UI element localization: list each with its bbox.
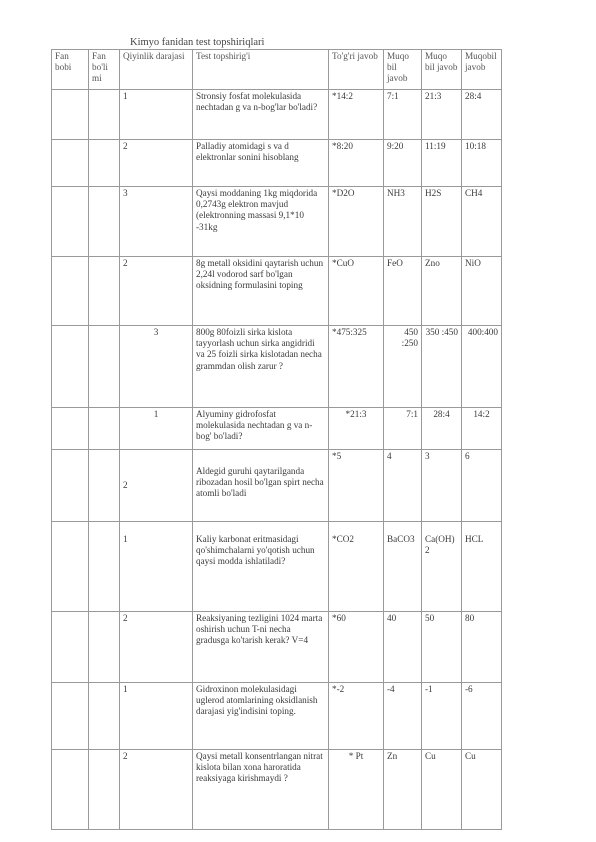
question-cell: 8g metall oksidini qaytarish uchun 2,24l vodorod sarf bo'lgan oksidning formulasini toping <box>193 257 329 326</box>
question-cell: Palladiy atomidagi s va d elektronlar sonini hisoblang <box>193 140 329 187</box>
table-row <box>52 683 502 750</box>
header-cell: Qiyinlik darajasi <box>120 50 193 90</box>
fan-bobi-cell <box>52 683 89 750</box>
alt-answer-cell: 14:2 <box>462 408 502 450</box>
question-cell: Gidroxinon molekulasidagi uglerod atomlarining oksidlanish darajasi yig'indisini toping. <box>193 683 329 750</box>
fan-bolimi-cell <box>89 750 120 830</box>
correct-answer-cell: *14:2 <box>329 90 384 140</box>
question-cell: Qaysi metall konsentrlangan nitrat kislota bilan xona haroratida reaksiyaga kirishmaydi ? <box>193 750 329 830</box>
table-row <box>52 750 502 830</box>
level-cell: 2 <box>120 140 193 187</box>
alt-answer-cell: 21:3 <box>422 90 462 140</box>
fan-bobi-cell <box>52 450 89 522</box>
level-cell: 2 <box>120 450 193 522</box>
alt-answer-cell: Ca(OH)2 <box>422 522 462 612</box>
question-cell: Aldegid guruhi qaytarilganda ribozadan hosil bo'lgan spirt necha atomli bo'ladi <box>193 450 329 522</box>
alt-answer-cell: 4 <box>384 450 422 522</box>
header-cell: Fan bobi <box>52 50 89 90</box>
fan-bobi-cell <box>52 187 89 257</box>
fan-bobi-cell <box>52 257 89 326</box>
level-cell: 2 <box>120 612 193 683</box>
fan-bobi-cell <box>52 612 89 683</box>
correct-answer-cell: *CO2 <box>329 522 384 612</box>
alt-answer-cell: 28:4 <box>422 408 462 450</box>
header-cell: Fan bo'li mi <box>89 50 120 90</box>
alt-answer-cell: -6 <box>462 683 502 750</box>
test-table <box>51 49 502 830</box>
alt-answer-cell: 400:400 <box>462 326 502 408</box>
correct-answer-cell: *60 <box>329 612 384 683</box>
fan-bobi-cell <box>52 326 89 408</box>
level-cell: 1 <box>120 683 193 750</box>
fan-bolimi-cell <box>89 522 120 612</box>
alt-answer-cell: FeO <box>384 257 422 326</box>
correct-answer-cell: *D2O <box>329 187 384 257</box>
table-row <box>52 140 502 187</box>
fan-bolimi-cell <box>89 187 120 257</box>
fan-bobi-cell <box>52 140 89 187</box>
table-row <box>52 257 502 326</box>
alt-answer-cell: Cu <box>462 750 502 830</box>
level-cell: 1 <box>120 408 193 450</box>
fan-bolimi-cell <box>89 408 120 450</box>
fan-bolimi-cell <box>89 257 120 326</box>
alt-answer-cell: NiO <box>462 257 502 326</box>
alt-answer-cell: CH4 <box>462 187 502 257</box>
fan-bobi-cell <box>52 408 89 450</box>
alt-answer-cell: 10:18 <box>462 140 502 187</box>
alt-answer-cell: 40 <box>384 612 422 683</box>
alt-answer-cell: Zno <box>422 257 462 326</box>
level-cell: 1 <box>120 522 193 612</box>
alt-answer-cell: 9:20 <box>384 140 422 187</box>
alt-answer-cell: Zn <box>384 750 422 830</box>
document-title: Kimyo fanidan test topshiriqlari <box>130 37 265 48</box>
alt-answer-cell: 450 :250 <box>384 326 422 408</box>
alt-answer-cell: 350 :450 <box>422 326 462 408</box>
table-row <box>52 326 502 408</box>
table-row <box>52 187 502 257</box>
question-cell: Kaliy karbonat eritmasidagi qo'shimchalarni yo'qotish uchun qaysi modda ishlatiladi? <box>193 522 329 612</box>
alt-answer-cell: -1 <box>422 683 462 750</box>
table-row <box>52 612 502 683</box>
alt-answer-cell: 3 <box>422 450 462 522</box>
alt-answer-cell: BaCO3 <box>384 522 422 612</box>
question-cell: Qaysi moddaning 1kg miqdorida 0,2743g elektron mavjud (elektronning massasi 9,1*10 -31kg <box>193 187 329 257</box>
header-cell: Muqo bil javob <box>384 50 422 90</box>
table-row <box>52 450 502 522</box>
correct-answer-cell: *-2 <box>329 683 384 750</box>
alt-answer-cell: H2S <box>422 187 462 257</box>
header-cell: Muqo bil javob <box>422 50 462 90</box>
fan-bolimi-cell <box>89 683 120 750</box>
alt-answer-cell: HCL <box>462 522 502 612</box>
correct-answer-cell: *475:325 <box>329 326 384 408</box>
fan-bobi-cell <box>52 90 89 140</box>
alt-answer-cell: Cu <box>422 750 462 830</box>
level-cell: 2 <box>120 257 193 326</box>
question-cell: Alyuminy gidrofosfat molekulasida nechtadan g va n-bog' bo'ladi? <box>193 408 329 450</box>
alt-answer-cell: 7:1 <box>384 90 422 140</box>
correct-answer-cell: *CuO <box>329 257 384 326</box>
fan-bobi-cell <box>52 522 89 612</box>
table-header-row <box>52 50 502 90</box>
question-cell: 800g 80foizli sirka kislota tayyorlash uchun sirka angidridi va 25 foizli sirka kislotadan necha grammdan olish zarur ? <box>193 326 329 408</box>
alt-answer-cell: 80 <box>462 612 502 683</box>
alt-answer-cell: 50 <box>422 612 462 683</box>
level-cell: 1 <box>120 90 193 140</box>
level-cell: 2 <box>120 750 193 830</box>
fan-bobi-cell <box>52 750 89 830</box>
correct-answer-cell: *8:20 <box>329 140 384 187</box>
correct-answer-cell: * Pt <box>329 750 384 830</box>
question-cell: Stronsiy fosfat molekulasida nechtadan g va n-bog'lar bo'ladi? <box>193 90 329 140</box>
fan-bolimi-cell <box>89 326 120 408</box>
table-row <box>52 90 502 140</box>
alt-answer-cell: 28:4 <box>462 90 502 140</box>
correct-answer-cell: *5 <box>329 450 384 522</box>
fan-bolimi-cell <box>89 140 120 187</box>
alt-answer-cell: 6 <box>462 450 502 522</box>
header-cell: Test topshirig'i <box>193 50 329 90</box>
header-cell: To'g'ri javob <box>329 50 384 90</box>
table-row <box>52 408 502 450</box>
header-cell: Muqobil javob <box>462 50 502 90</box>
alt-answer-cell: 11:19 <box>422 140 462 187</box>
alt-answer-cell: 7:1 <box>384 408 422 450</box>
alt-answer-cell: NH3 <box>384 187 422 257</box>
fan-bolimi-cell <box>89 90 120 140</box>
question-cell: Reaksiyaning tezligini 1024 marta oshirish uchun T-ni necha gradusga ko'tarish kerak? V=4 <box>193 612 329 683</box>
alt-answer-cell: -4 <box>384 683 422 750</box>
fan-bolimi-cell <box>89 612 120 683</box>
level-cell: 3 <box>120 187 193 257</box>
level-cell: 3 <box>120 326 193 408</box>
correct-answer-cell: *21:3 <box>329 408 384 450</box>
table-row <box>52 522 502 612</box>
fan-bolimi-cell <box>89 450 120 522</box>
